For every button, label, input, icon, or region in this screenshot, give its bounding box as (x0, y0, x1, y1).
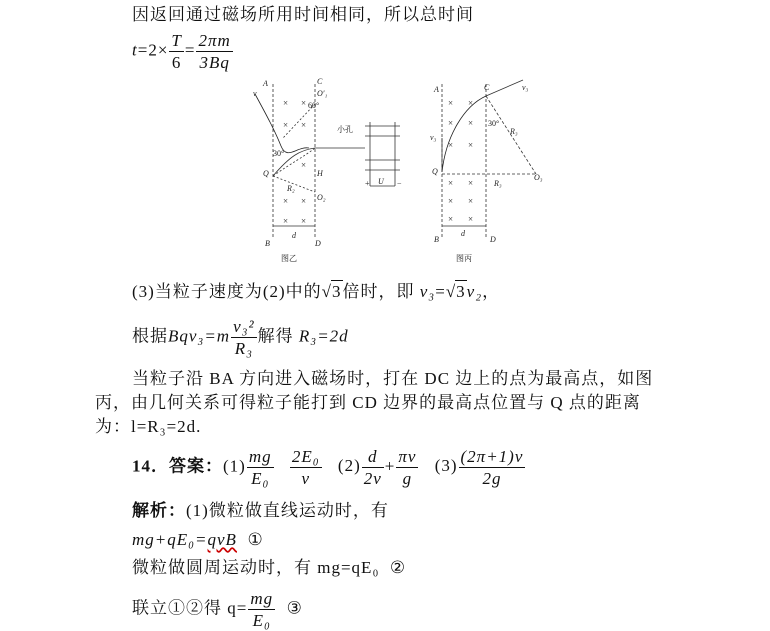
label-Q: Q (432, 167, 438, 176)
eq2-number: ② (389, 558, 407, 577)
line4-res: R₃=2d (298, 326, 349, 346)
label-A: A (263, 79, 268, 88)
fraction-2pi1v-2g (459, 446, 526, 489)
eq-sign: = (435, 282, 446, 301)
x-mark: × (448, 214, 454, 224)
label-Q: Q (263, 169, 269, 178)
label-D: D (490, 235, 496, 244)
x-mark: × (448, 140, 454, 150)
x-mark: × (468, 214, 474, 224)
eq2-text: 微粒做圆周运动时，有 mg=qE₀ (132, 558, 380, 577)
ans-p2: (2) (337, 456, 361, 476)
frac-num: v₃² (233, 317, 255, 336)
caption-yi: 图乙 (281, 254, 297, 263)
eq1-text: mg+qE₀= (132, 530, 208, 549)
figure-yi (245, 76, 415, 266)
eq1-wavy: qvB (207, 530, 237, 549)
x-mark: × (448, 196, 454, 206)
label-angle30: 30° (273, 149, 285, 158)
ans-p1: (1) (223, 456, 246, 476)
label-minus: − (397, 179, 402, 188)
fraction-2E0-v (290, 446, 322, 489)
answer-14 (132, 446, 526, 489)
eq3-number: ③ (286, 598, 303, 618)
var-v2: v₂ (466, 282, 483, 301)
frac-num: 2E₀ (291, 447, 320, 466)
line3-a: (3)当粒子速度为(2)中的 (132, 282, 322, 301)
text-line-1: 因返回通过磁场所用时间相同，所以总时间 (132, 5, 474, 24)
frac-den: 3Bq (199, 53, 230, 72)
x-mark: × (468, 196, 474, 206)
x-mark: × (301, 120, 307, 130)
label-small-hole: 小孔 (337, 125, 353, 134)
label-d: d (292, 231, 296, 240)
label-v3: v₃ (522, 83, 529, 92)
x-mark: × (468, 178, 474, 188)
label-angle60: 60° (308, 101, 320, 110)
line3-b: 倍时，即 (342, 282, 415, 301)
x-mark: × (283, 196, 289, 206)
frac-num: 2πm (198, 31, 231, 50)
fraction-d-2v (362, 446, 384, 489)
text-line-3: (3)当粒子速度为(2)中的√3倍时，即 v₃=√3v₂， (132, 282, 501, 301)
x-mark: × (283, 216, 289, 226)
label-angle30: 30° (488, 119, 500, 128)
x-mark: × (448, 178, 454, 188)
label-D: D (315, 239, 321, 248)
label-d: d (461, 229, 465, 238)
text-line-5: 当粒子沿 BA 方向进入磁场时，打在 DC 边上的点为最高点，如图 (132, 369, 654, 388)
x-mark: × (468, 118, 474, 128)
line4-lhs: Bqv₃=m (168, 326, 231, 346)
label-H: H (317, 169, 323, 178)
equation-2 (132, 557, 406, 579)
var-t: t (132, 40, 138, 60)
x-mark: × (283, 98, 289, 108)
x-mark: × (301, 98, 307, 108)
fraction-piv-g (396, 446, 418, 489)
frac-den: v (301, 469, 311, 488)
analysis-lead: 解析： (132, 501, 186, 520)
frac-num: mg (250, 589, 274, 608)
frac-num: πv (398, 447, 417, 466)
sqrt-3: 3 (332, 282, 342, 301)
frac-num: mg (248, 447, 272, 466)
label-v3b: v₃ (430, 133, 437, 142)
x-mark: × (301, 160, 307, 170)
var-v3: v₃ (419, 282, 436, 301)
eq1-number: ① (247, 530, 264, 549)
fraction-T-6 (169, 30, 183, 73)
x-mark: × (283, 120, 289, 130)
label-U: U (378, 177, 384, 186)
frac-den: E₀ (252, 611, 271, 630)
frac-den: E₀ (251, 469, 270, 488)
fraction-v3sq-R3 (231, 316, 257, 359)
label-A: A (434, 85, 439, 94)
eq3-a: 联立①②得 q= (132, 598, 248, 618)
label-v: v (253, 89, 257, 98)
sqrt-3b: 3 (456, 282, 466, 301)
x-mark: × (448, 98, 454, 108)
equation-total-time (132, 30, 234, 73)
text-line-6: 丙，由几何关系可得粒子能打到 CD 边界的最高点位置与 Q 点的距离 (95, 393, 641, 412)
fraction-mg-E0 (247, 446, 274, 489)
label-C: C (317, 77, 323, 86)
eq-sign: = (184, 40, 196, 60)
line4-b: 解得 (257, 326, 294, 346)
text-line-7: 为：l=R₃=2d. (95, 417, 202, 436)
equation-3 (132, 588, 303, 631)
label-B: B (265, 239, 270, 248)
label-R2: R₂ (287, 184, 295, 193)
fraction-2pim-3Bq (196, 30, 232, 73)
answer-lead: 14．答案： (132, 456, 223, 476)
label-B: B (434, 235, 439, 244)
label-O2: O₂ (317, 193, 326, 202)
label-R3b: R₃ (494, 179, 502, 188)
analysis-line (132, 500, 389, 522)
label-R3a: R₃ (510, 127, 518, 136)
label-plus: + (365, 179, 370, 188)
fraction-mg-E0 (248, 588, 275, 631)
x-mark: × (301, 216, 307, 226)
caption-bing: 图丙 (456, 254, 472, 263)
line3-end: ， (482, 282, 501, 301)
label-C: C (484, 83, 490, 92)
frac-den: 6 (171, 53, 182, 72)
line4-a: 根据 (132, 326, 168, 346)
x-mark: × (448, 118, 454, 128)
figure-bing (428, 76, 568, 266)
frac-num: T (171, 31, 182, 50)
frac-den: g (402, 469, 413, 488)
frac-num: (2π+1)v (460, 447, 524, 466)
equation-1 (132, 529, 264, 551)
label-O1: O′₁ (317, 89, 328, 98)
x-mark: × (301, 196, 307, 206)
frac-den: R₃ (234, 339, 254, 358)
x-mark: × (468, 98, 474, 108)
frac-den: 2g (482, 469, 502, 488)
label-O3: O₃ (534, 173, 543, 182)
frac-num: d (362, 446, 384, 468)
eq-t-mid: =2× (137, 40, 169, 60)
x-mark: × (468, 140, 474, 150)
text-line-4 (132, 316, 349, 359)
analysis-text: (1)微粒做直线运动时，有 (186, 501, 389, 520)
ans-p3: (3) (434, 456, 458, 476)
plus-sign: + (384, 456, 396, 476)
frac-den: 2v (363, 469, 382, 488)
